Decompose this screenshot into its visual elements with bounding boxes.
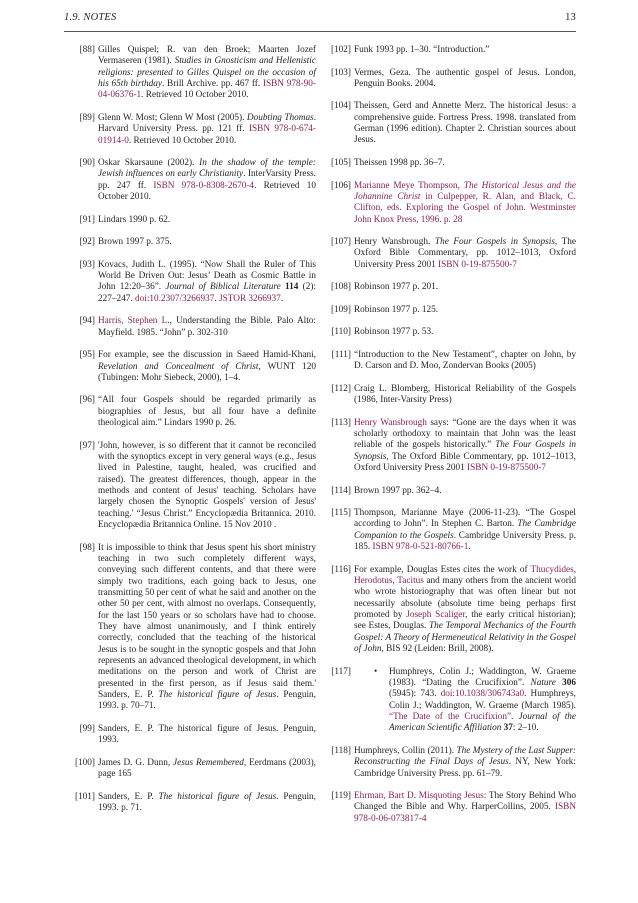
article-link[interactable]: “The Date of the Crucifixion” bbox=[389, 711, 512, 722]
note-text: For example, Douglas Estes cites the work of bbox=[354, 564, 531, 575]
note-text: . Retrieved 10 October 2010. bbox=[98, 180, 316, 203]
isbn-link[interactable]: ISBN 0-19-875500-7 bbox=[438, 259, 517, 270]
note-107 bbox=[320, 237, 576, 271]
note-number: [115] bbox=[331, 508, 351, 519]
bullet-item bbox=[354, 667, 576, 735]
note-number: [114] bbox=[331, 485, 351, 496]
note-text: Robinson 1977 p. 125. bbox=[354, 304, 439, 315]
isbn-link[interactable]: ISBN 978-0-8308-2670-4 bbox=[153, 180, 255, 191]
note-text: . bbox=[413, 791, 419, 802]
note-number: [112] bbox=[331, 383, 351, 394]
note-text: , bbox=[392, 575, 398, 586]
header-rule bbox=[64, 31, 576, 32]
note-96 bbox=[64, 395, 316, 429]
note-94 bbox=[64, 316, 316, 339]
note-number: [89] bbox=[79, 112, 95, 123]
note-119 bbox=[320, 791, 576, 825]
isbn-link[interactable]: ISBN 978-0-521-80766-1 bbox=[372, 542, 469, 553]
isbn-link[interactable]: ISBN 978-0-06-073817-4 bbox=[354, 802, 576, 824]
note-text: , the early critical historian); see Estes, Douglas. bbox=[354, 610, 576, 632]
note-text: Humphreys, Collin (2011). bbox=[354, 745, 457, 756]
note-number: [88] bbox=[79, 45, 95, 55]
note-number: [99] bbox=[79, 723, 95, 734]
note-109 bbox=[320, 305, 576, 316]
note-104 bbox=[320, 101, 576, 146]
note-text: , BIS 92 (Leiden: Brill, 2008). bbox=[381, 644, 494, 655]
note-number: [106] bbox=[330, 180, 351, 191]
note-108 bbox=[320, 282, 576, 293]
note-text: : The Story Behind Who Changed the Bible and Why. HarperCollins, 2005. bbox=[354, 791, 577, 813]
note-text: James D. G. Dunn, bbox=[98, 757, 174, 768]
note-text: . Retrieved 10 October 2010. bbox=[141, 90, 249, 101]
author-link[interactable]: Thucydides bbox=[530, 564, 574, 575]
note-number: [102] bbox=[330, 45, 351, 55]
note-text-link[interactable]: in Culpepper, R. Alan, and Black, C. Clifton, eds. Exploring the Gospel of John. Westminster John Knox Press, 1996. p. 28 bbox=[354, 191, 576, 225]
note-text: Henry Wansbrough. bbox=[354, 237, 435, 248]
note-text: and many others from the ancient world who wrote historiography that was often linear but not necessarily absolute (absolute time being perhaps first promoted by bbox=[354, 575, 576, 620]
note-title: The historical figure of Jesus bbox=[158, 791, 277, 802]
note-text: Glenn W. Most; Glenn W Most (2005). bbox=[98, 112, 247, 123]
note-title: Studies in Gnosticism and Hellenistic religions: presented to Gilles Quispel on the occasion of his 65th birthday bbox=[98, 56, 316, 90]
note-text: Humphreys, Colin J.; Waddington, W. Graeme (1983). “Dating the Crucifixion”. bbox=[389, 666, 576, 688]
note-title: The historical figure of Jesus bbox=[158, 690, 277, 701]
author-link[interactable]: Harris, Stephen L bbox=[98, 316, 168, 327]
section-header: 1.9. NOTES bbox=[64, 12, 117, 23]
note-text: , bbox=[457, 180, 464, 191]
page-number: 13 bbox=[565, 12, 576, 23]
note-text: . NY, New York: Cambridge University Press. pp. 61–79. bbox=[354, 757, 576, 779]
note-88 bbox=[64, 45, 316, 102]
note-113 bbox=[320, 418, 576, 475]
note-106 bbox=[320, 181, 576, 226]
note-number: [92] bbox=[79, 237, 95, 248]
notes-left-column bbox=[64, 45, 316, 826]
note-text: Oskar Skarsaune (2002). bbox=[98, 158, 200, 169]
note-105 bbox=[320, 158, 576, 169]
note-number: [107] bbox=[330, 237, 351, 248]
note-text: ., Understanding the Bible. Palo Alto: Mayfield. 1985. “John” p. 302-310 bbox=[98, 316, 316, 338]
note-95 bbox=[64, 350, 316, 384]
note-text: (2): 227–247. bbox=[98, 282, 316, 304]
note-103 bbox=[320, 68, 576, 91]
note-text: . bbox=[214, 293, 220, 304]
note-number: [109] bbox=[330, 304, 351, 315]
notes-right-column bbox=[320, 45, 576, 836]
note-title: Jesus Remembered bbox=[173, 757, 244, 768]
volume-number: 37 bbox=[503, 723, 513, 734]
note-number: [117] bbox=[331, 666, 351, 677]
bullet-icon: • bbox=[374, 666, 378, 677]
note-92 bbox=[64, 237, 316, 248]
volume-number: 114 bbox=[284, 282, 299, 293]
author-link[interactable]: Henry Wansbrough bbox=[354, 417, 427, 428]
doi-link[interactable]: doi:10.2307/3266937 bbox=[135, 293, 215, 304]
note-102 bbox=[320, 45, 576, 56]
author-link[interactable]: Ehrman, Bart D bbox=[354, 791, 414, 802]
note-text: . bbox=[280, 293, 284, 304]
note-number: [95] bbox=[79, 350, 95, 361]
note-number: [96] bbox=[79, 395, 95, 406]
note-text: , Eerdmans (2003), page 165 bbox=[98, 757, 316, 780]
note-number: [91] bbox=[79, 214, 95, 225]
note-text: . InterVarsity Press. pp. 247 ff. bbox=[98, 169, 316, 191]
note-text: Lindars 1990 p. 62. bbox=[98, 214, 171, 225]
note-text: , WUNT 120 (Tubingen: Mohr Siebeck, 2000), 1–4. bbox=[98, 361, 316, 383]
note-title: In the shadow of the temple: Jewish influences on early Christianity bbox=[98, 158, 316, 180]
note-text: 'John, however, is so different that it cannot be reconciled with the synoptics except in very general ways (e.g., Jesus lived in Palestine, taught, healed, was crucified and raised). The greatest differences, though, appear in the methods and content of Jesus' teaching. Scholars have largely chosen the Synoptic Gospels' version of Jesus' teaching.' “Jesus Christ.” Encyclopædia Britannica. 2010. Encyclopædia Britannica Online. 15 Nov 2010 . bbox=[98, 440, 316, 531]
isbn-link[interactable]: ISBN 978-90-04-06376-1 bbox=[98, 79, 316, 101]
note-title: The Four Gospels in Synopsis bbox=[434, 237, 555, 248]
note-text: “All four Gospels should be regarded primarily as biographies of Jesus, but all four have a definite theological aim.” Lindars 1990 p. 26. bbox=[98, 395, 316, 429]
note-number: [118] bbox=[331, 745, 351, 756]
note-number: [116] bbox=[331, 564, 351, 575]
note-number: [100] bbox=[74, 757, 95, 768]
book-link[interactable]: Misquoting Jesus bbox=[418, 791, 484, 802]
note-98 bbox=[64, 543, 316, 713]
note-90 bbox=[64, 158, 316, 203]
doi-link[interactable]: doi:10.1038/306743a0 bbox=[440, 689, 525, 700]
note-number: [108] bbox=[330, 282, 351, 293]
note-93 bbox=[64, 260, 316, 305]
note-text: Sanders, E. P. The historical figure of Jesus. Penguin, 1993. bbox=[98, 723, 316, 746]
note-title: The Four Gospels in Synopsis bbox=[354, 440, 577, 462]
note-title: The Temporal Mechanics of the Fourth Gospel: A Theory of Hermeneutical Relativity in the Gospel of John bbox=[354, 621, 576, 655]
note-text: Kovacs, Judith L. (1995). “Now Shall the Ruler of This World Be Driven Out: Jesus’ Death as Cosmic Battle in John 12:20–36”. bbox=[98, 259, 316, 293]
note-text: , The Oxford Bible Commentary, pp. 1012–1013, Oxford University Press 2001 bbox=[354, 237, 577, 270]
note-text: . Brill Archive. pp. 467 ff. bbox=[162, 79, 263, 90]
jstor-link[interactable]: JSTOR 3266937 bbox=[219, 293, 281, 304]
note-text: Brown 1997 pp. 362–4. bbox=[354, 485, 442, 496]
note-text: For example, see the discussion in Saeed Hamid-Khani, bbox=[98, 350, 316, 361]
note-111 bbox=[320, 350, 576, 373]
author-link[interactable]: Joseph Scaliger bbox=[406, 610, 466, 620]
note-text: . bbox=[468, 542, 471, 553]
note-title: The Mystery of the Last Supper: Reconstructing the Final Days of Jesus bbox=[354, 745, 576, 768]
note-118 bbox=[320, 746, 576, 780]
note-text: Brown 1997 p. 375. bbox=[98, 237, 172, 248]
note-number: [111] bbox=[331, 349, 351, 360]
note-number: [94] bbox=[79, 316, 95, 327]
note-100 bbox=[64, 758, 316, 781]
note-97 bbox=[64, 441, 316, 532]
note-number: [98] bbox=[79, 542, 95, 553]
note-114 bbox=[320, 486, 576, 497]
note-number: [104] bbox=[330, 101, 351, 112]
journal-title: Journal of the American Scientific Affiliation bbox=[389, 711, 576, 734]
note-number: [90] bbox=[79, 158, 95, 169]
note-text: Robinson 1977 p. 53. bbox=[354, 327, 434, 338]
note-text: : 2–10. bbox=[512, 723, 539, 734]
note-117 bbox=[320, 667, 576, 735]
note-112 bbox=[320, 384, 576, 407]
author-link[interactable]: Marianne Meye Thompson bbox=[354, 180, 458, 191]
author-link[interactable]: Herodotus bbox=[354, 575, 393, 586]
note-text: Theissen 1998 pp. 36–7. bbox=[354, 157, 445, 168]
note-text: Funk 1993 pp. 1–30. “Introduction.” bbox=[354, 45, 490, 55]
note-title: Doubting Thomas bbox=[246, 112, 314, 123]
note-number: [105] bbox=[330, 157, 351, 168]
note-text: , bbox=[573, 564, 576, 575]
note-title: Revelation and Concealment of Christ bbox=[98, 361, 259, 372]
note-89 bbox=[64, 113, 316, 147]
note-110 bbox=[320, 327, 576, 338]
note-text: Sanders, E. P. bbox=[98, 791, 159, 802]
journal-title: Journal of Biblical Literature bbox=[165, 282, 281, 293]
isbn-link[interactable]: ISBN 0-19-875500-7 bbox=[467, 463, 546, 473]
journal-title: Nature bbox=[530, 677, 556, 688]
isbn-link[interactable]: ISBN 978-0-674-01914-0 bbox=[98, 124, 316, 146]
note-text: , The Oxford Bible Commentary, pp. 1012–1013, Oxford University Press 2001 bbox=[354, 451, 576, 473]
note-text: Theissen, Gerd and Annette Merz. The historical Jesus: a comprehensive guide. Fortress Press. 1998. translated from German (1996 edition). Chapter 2. Christian sources about Jesus. bbox=[354, 101, 576, 146]
note-text: Craig L. Blomberg, Historical Reliability of the Gospels (1986, Inter-Varsity Press) bbox=[354, 383, 576, 406]
note-text: Robinson 1977 p. 201. bbox=[354, 282, 439, 293]
note-title: The Cambridge Companion to the Gospels bbox=[354, 519, 577, 541]
note-number: [93] bbox=[79, 259, 95, 270]
note-text: . Cambridge University Press. p. 185. bbox=[354, 530, 576, 553]
note-text: . bbox=[511, 711, 519, 722]
note-number: [97] bbox=[79, 440, 95, 451]
author-link[interactable]: Tacitus bbox=[397, 575, 424, 586]
note-text: Vermes, Geza. The authentic gospel of Jesus. London, Penguin Books. 2004. bbox=[354, 67, 576, 89]
note-title-link[interactable]: The Historical Jesus and the Johannine Christ bbox=[354, 180, 577, 202]
note-text: . Penguin, 1993. p. 70–71. bbox=[98, 690, 316, 712]
note-text: Gilles Quispel; R. van den Broek; Maarten Jozef Vermaseren (1981). bbox=[98, 45, 316, 67]
note-number: [110] bbox=[331, 327, 351, 338]
note-text: . Penguin, 1993. p. 71. bbox=[98, 791, 316, 813]
note-number: [119] bbox=[331, 791, 351, 802]
note-91 bbox=[64, 215, 316, 226]
note-text: . Humphreys, Colin J.; Waddington, W. Graeme (March 1985). bbox=[389, 689, 576, 711]
note-text: (5945): 743. bbox=[389, 689, 441, 700]
volume-number: 306 bbox=[562, 677, 576, 688]
note-number: [113] bbox=[331, 417, 351, 428]
note-101 bbox=[64, 792, 316, 815]
note-number: [103] bbox=[330, 67, 351, 78]
note-text: Thompson, Marianne Maye (2006-11-23). “The Gospel according to John”. In Stephen C. Barton. bbox=[354, 508, 576, 530]
note-text: It is impossible to think that Jesus spent his short ministry teaching in two such completely different ways, conveying such different contents, and that there were simply two traditions, each going back to Jesus, one transmitting 50 per cent of what he said and another on the other 50 per cent, with almost no overlaps. Consequently, for the last 150 years or so scholars have had to choose. They have almost unanimously, and I think entirely correctly, concluded that the teaching of the historical Jesus is to be sought in the synoptic gospels and that John represents an advanced theological development, in which meditations on the person and work of Christ are presented in the first person, as if Jesus said them.' Sanders, E. P. bbox=[98, 542, 316, 701]
note-text: . Harvard University Press. pp. 121 ff. bbox=[98, 112, 317, 135]
note-number: [101] bbox=[74, 791, 95, 802]
note-99 bbox=[64, 724, 316, 747]
note-text: “Introduction to the New Testament”, chapter on John, by D. Carson and D. Moo, Zondervan Books (2005) bbox=[354, 349, 576, 372]
note-116 bbox=[320, 565, 576, 656]
note-text: . Retrieved 10 October 2010. bbox=[128, 135, 237, 146]
note-115 bbox=[320, 508, 576, 553]
note-text: says: “Gone are the days when it was scholarly orthodoxy to maintain that John was the least reliable of the gospels historically.” bbox=[354, 417, 577, 451]
